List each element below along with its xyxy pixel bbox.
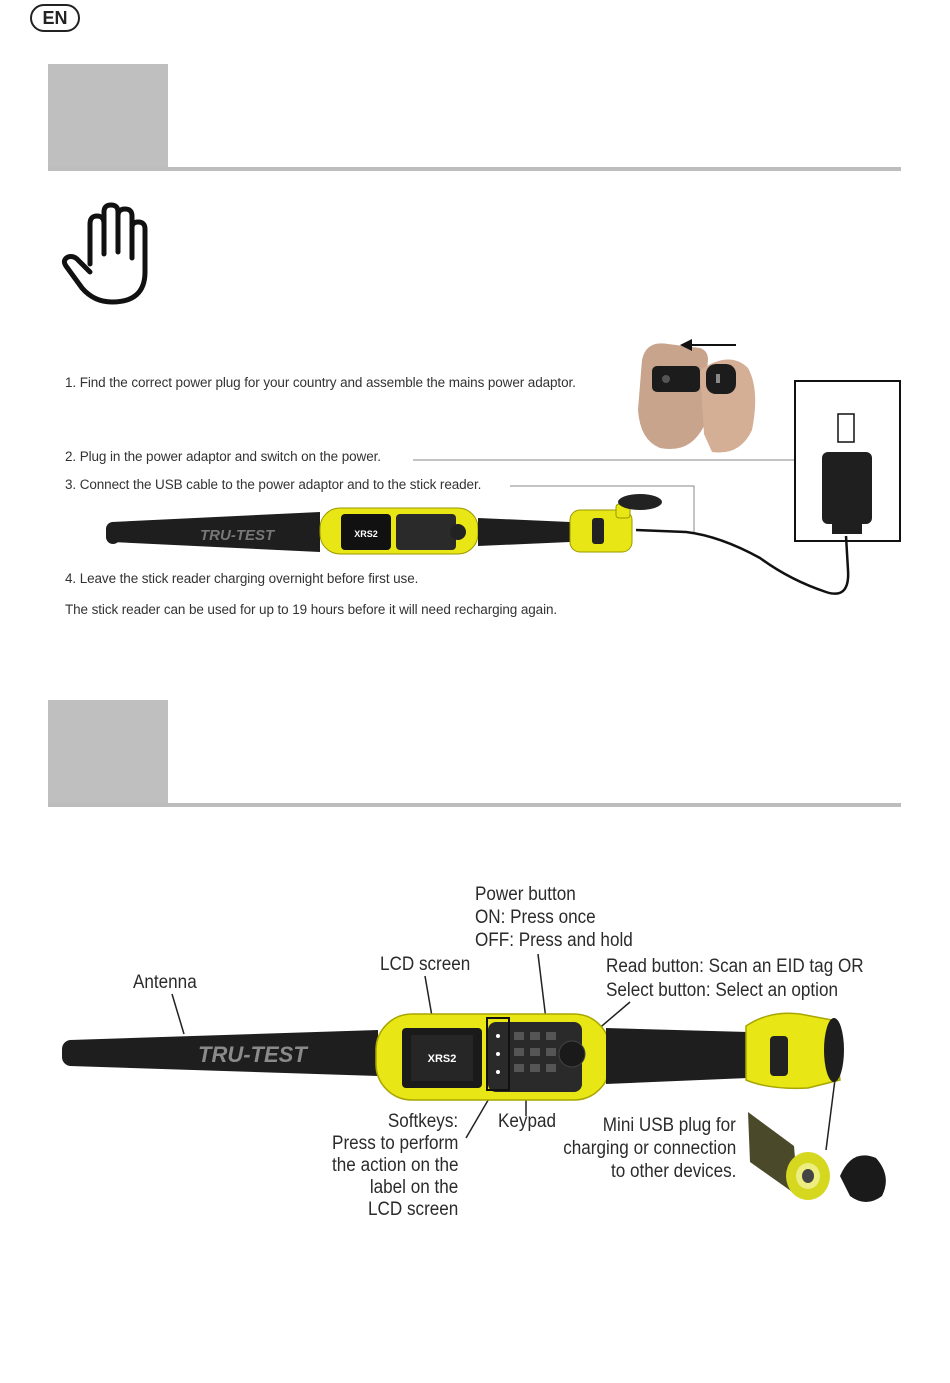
section-1-rule: [48, 167, 901, 171]
softkeys-desc-1: Press to perform: [331, 1133, 458, 1154]
stick-reader-small: [106, 494, 662, 554]
brand-text: TRU-TEST: [198, 1042, 307, 1067]
wall-socket: [795, 381, 900, 541]
model-text: XRS2: [427, 1053, 457, 1065]
brand-text-small: TRU-TEST: [200, 527, 275, 544]
model-text-small: XRS2: [354, 529, 378, 539]
keypad-label: Keypad: [498, 1111, 557, 1132]
power-off-label: OFF: Press and hold: [475, 930, 633, 951]
select-button-label: Select button: Select an option: [606, 980, 838, 1001]
section-2-rule: [48, 803, 901, 807]
mini-usb-label: Mini USB plug for: [602, 1115, 736, 1136]
step-2-text: 2. Plug in the power adaptor and switch on the power.: [65, 449, 381, 464]
recharge-note: The stick reader can be used for up to 19 hours before it will need recharging again.: [65, 602, 558, 617]
softkeys-desc-3: label on the: [369, 1177, 458, 1198]
antenna-leader: [172, 994, 184, 1034]
step-4-text: 4. Leave the stick reader charging overnight before first use.: [65, 571, 419, 586]
read-button: [559, 1041, 585, 1067]
section-1-number-box: [48, 64, 168, 170]
charging-illustration: [0, 330, 950, 620]
device-parts-diagram: [0, 940, 950, 1240]
softkeys-desc-2: the action on the: [331, 1155, 458, 1176]
mini-usb-inset: [748, 1112, 886, 1202]
language-badge: EN: [30, 4, 80, 32]
step-1-text: 1. Find the correct power plug for your country and assemble the mains power adaptor.: [65, 375, 576, 390]
tail-cap: [746, 1013, 844, 1088]
section-2-number-box: [48, 700, 168, 806]
handle: [606, 1028, 748, 1084]
antenna: [62, 1030, 378, 1076]
softkeys-label: Softkeys:: [387, 1111, 458, 1132]
softkeys-desc-4: LCD screen: [367, 1199, 458, 1220]
power-on-label: ON: Press once: [475, 907, 596, 928]
lcd-screen-label: LCD screen: [380, 954, 471, 975]
adaptor-assembly-photo: [638, 339, 755, 453]
reader-head: [376, 1014, 610, 1100]
mini-usb-desc-1: charging or connection: [562, 1138, 736, 1159]
mini-usb-desc-2: to other devices.: [610, 1161, 736, 1182]
hand-stop-icon: [60, 202, 155, 308]
antenna-label: Antenna: [133, 972, 197, 993]
read-button-label: Read button: Scan an EID tag OR: [606, 956, 864, 977]
step-3-text: 3. Connect the USB cable to the power adaptor and to the stick reader.: [65, 477, 482, 492]
power-button-label: Power button: [475, 884, 576, 905]
